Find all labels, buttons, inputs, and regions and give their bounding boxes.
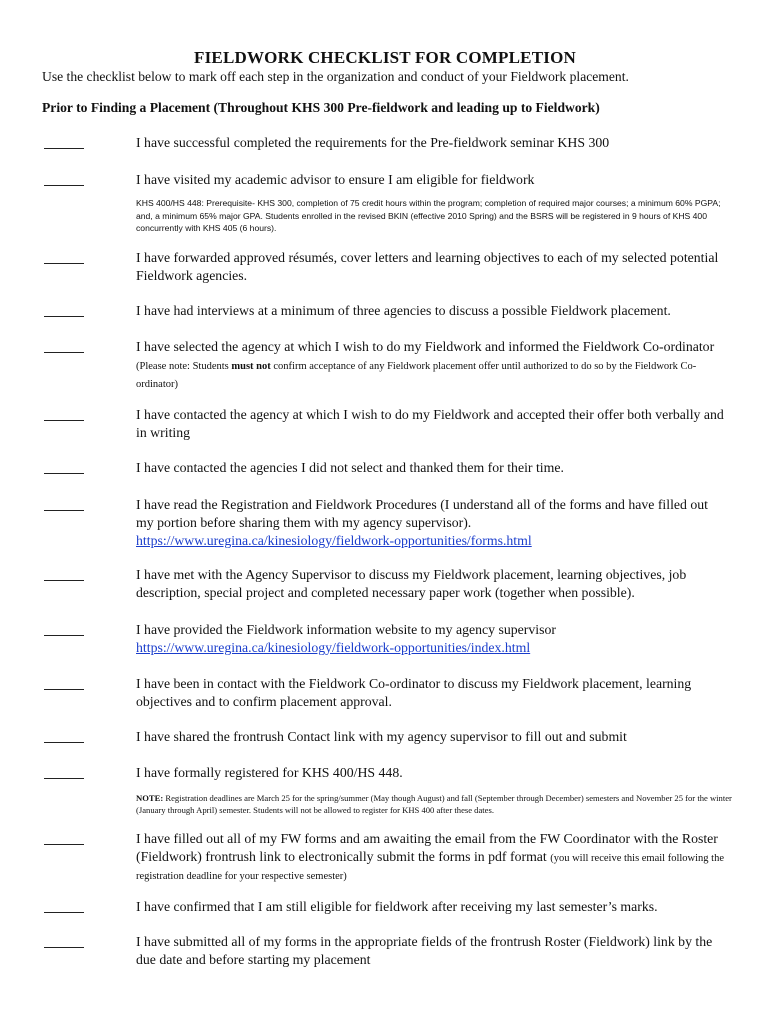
item-text: I have contacted the agencies I did not select and thanked them for their time. bbox=[136, 460, 564, 475]
checkbox-blank[interactable] bbox=[44, 844, 84, 845]
checkbox-blank[interactable] bbox=[44, 148, 84, 149]
checkbox-blank[interactable] bbox=[44, 420, 84, 421]
item-text: I have forwarded approved résumés, cover letters and learning objectives to each of my selected potential Fieldwork agencies. bbox=[136, 250, 719, 283]
fieldwork-info-link[interactable]: https://www.uregina.ca/kinesiology/fieldwork-opportunities/index.html bbox=[136, 640, 531, 655]
item-text: I have submitted all of my forms in the appropriate fields of the frontrush Roster (Fieldwork) link by the due date and before starting my placement bbox=[136, 934, 713, 967]
item-text: I have had interviews at a minimum of three agencies to discuss a possible Fieldwork placement. bbox=[136, 303, 671, 318]
checkbox-blank[interactable] bbox=[44, 263, 84, 264]
section-heading: Prior to Finding a Placement (Throughout KHS 300 Pre-fieldwork and leading up to Fieldwork) bbox=[42, 100, 600, 115]
checkbox-blank[interactable] bbox=[44, 689, 84, 690]
item-text: I have contacted the agency at which I wish to do my Fieldwork and accepted their offer both verbally and in writing bbox=[136, 407, 724, 440]
note-body: Registration deadlines are March 25 for the spring/summer (May though August) and fall (September through December) semesters and November 25 for the winter (January through April) semester. Students will not be allowed to register for KHS 400 after these dates. bbox=[136, 793, 732, 815]
note-label: NOTE: bbox=[136, 793, 164, 803]
item-text: I have visited my academic advisor to ensure I am eligible for fieldwork bbox=[136, 172, 535, 187]
checkbox-blank[interactable] bbox=[44, 635, 84, 636]
checkbox-blank[interactable] bbox=[44, 742, 84, 743]
item-main-text: I have provided the Fieldwork information website to my agency supervisor bbox=[136, 622, 556, 637]
item-text bbox=[136, 621, 726, 657]
item-main-text: I have selected the agency at which I wish to do my Fieldwork and informed the Fieldwork Co-ordinator bbox=[136, 339, 715, 354]
item-text: I have confirmed that I am still eligible for fieldwork after receiving my last semester’s marks. bbox=[136, 899, 658, 914]
item-text bbox=[136, 830, 726, 884]
intro-text: Use the checklist below to mark off each step in the organization and conduct of your Fieldwork placement. bbox=[42, 69, 629, 84]
item-note: (you will receive this email following the registration deadline for your respective semester) bbox=[136, 853, 725, 882]
checkbox-blank[interactable] bbox=[44, 185, 84, 186]
document-title: FIELDWORK CHECKLIST FOR COMPLETION bbox=[194, 48, 576, 67]
item-main-text: I have read the Registration and Fieldwork Procedures (I understand all of the forms and have filled out my portion before sharing them with my agency supervisor). bbox=[136, 497, 709, 530]
checkbox-blank[interactable] bbox=[44, 778, 84, 779]
checkbox-blank[interactable] bbox=[44, 316, 84, 317]
item-text bbox=[136, 496, 726, 550]
checkbox-blank[interactable] bbox=[44, 912, 84, 913]
checkbox-blank[interactable] bbox=[44, 947, 84, 948]
checkbox-blank[interactable] bbox=[44, 473, 84, 474]
note-suffix: confirm acceptance of any Fieldwork placement offer until authorized to do so by the Fieldwork Co-ordinator) bbox=[136, 361, 697, 390]
checkbox-blank[interactable] bbox=[44, 510, 84, 511]
checkbox-blank[interactable] bbox=[44, 580, 84, 581]
forms-link[interactable]: https://www.uregina.ca/kinesiology/fieldwork-opportunities/forms.html bbox=[136, 533, 532, 548]
item-text bbox=[136, 338, 726, 392]
checkbox-blank[interactable] bbox=[44, 352, 84, 353]
item-text: I have met with the Agency Supervisor to discuss my Fieldwork placement, learning objectives, job description, special project and completed necessary paper work (together when possible). bbox=[136, 567, 687, 600]
note-emphasis: must not bbox=[231, 361, 271, 372]
item-main-text: I have filled out all of my FW forms and am awaiting the email from the FW Coordinator with the Roster (Fieldwork) frontrush link to electronically submit the forms in pdf format bbox=[136, 831, 718, 864]
note-prefix: (Please note: Students bbox=[136, 361, 232, 372]
item-text: I have been in contact with the Fieldwork Co-ordinator to discuss my Fieldwork placement, learning objectives and to confirm placement approval. bbox=[136, 676, 692, 709]
registration-note bbox=[136, 792, 732, 816]
item-text: I have formally registered for KHS 400/HS 448. bbox=[136, 765, 403, 780]
item-note bbox=[136, 361, 696, 390]
item-text: I have successful completed the requirements for the Pre-fieldwork seminar KHS 300 bbox=[136, 135, 610, 150]
item-text: I have shared the frontrush Contact link with my agency supervisor to fill out and submit bbox=[136, 729, 627, 744]
prerequisite-note: KHS 400/HS 448: Prerequisite- KHS 300, completion of 75 credit hours within the program; completion of required major courses; a minimum 60% PGPA; and, a minimum 65% major GPA. Students enrolled in the revised BKIN (effective 2010 Spring) and the BSRS will be registered in 9 hours of KHS 400 concurrently with KHS 405 (6 hours). bbox=[136, 198, 721, 233]
